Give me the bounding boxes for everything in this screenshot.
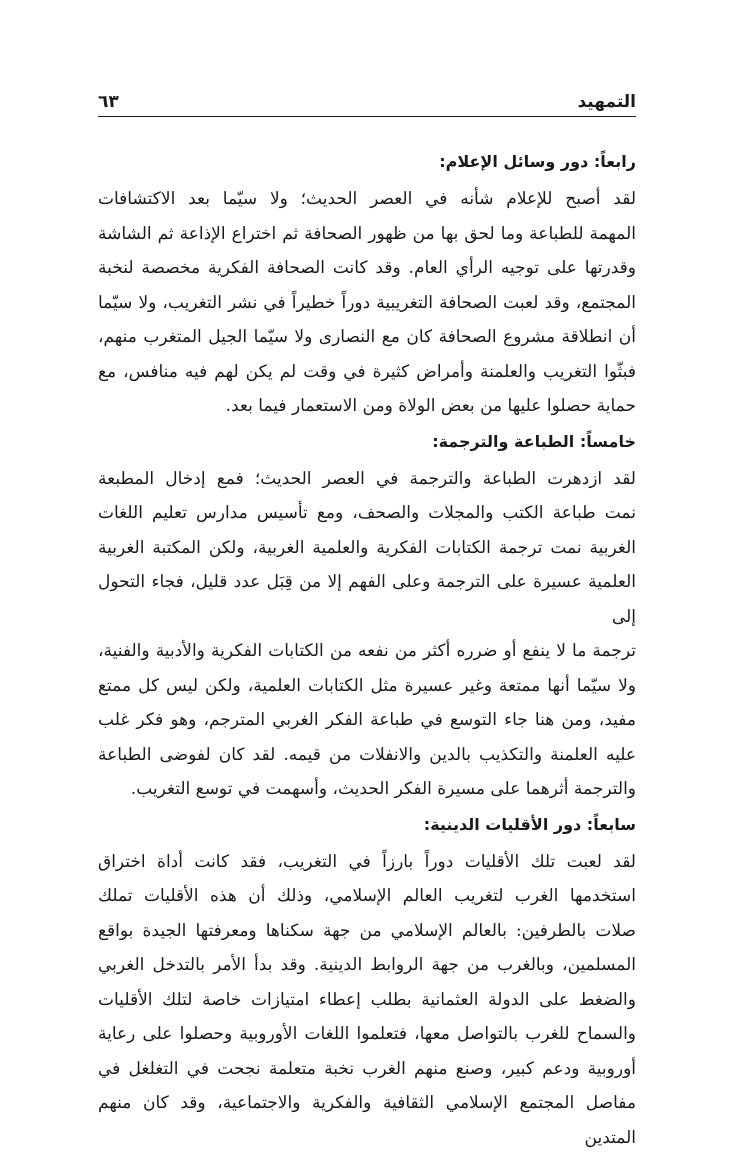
text-line: والترجمة أثرهما على مسيرة الفكر الحديث، وأسهمت في توسع التغريب. [130, 779, 636, 799]
paragraph-printing [98, 462, 636, 807]
page-body [98, 150, 636, 1161]
section-title-printing: خامساً: الطباعة والترجمة: [432, 431, 636, 451]
text-line: العلمية عسيرة على الترجمة وعلى الفهم إلا من قِبَل عدد قليل، فجاء التحول إلى [98, 572, 636, 627]
text-line: ترجمة ما لا ينفع أو ضرره أكثر من نفعه من الكتابات الفكرية والأدبية والفنية، [98, 641, 636, 661]
text-line: فبثّوا التغريب والعلمنة وأمراض كثيرة في وقت لم يكن لهم فيه منافس، مع [98, 361, 636, 382]
chapter-title: التمهيد [577, 92, 636, 112]
text-line: عليه العلمنة والتكذيب بالدين والانفلات من قيمه. لقد كان لفوضى الطباعة [98, 744, 636, 765]
text-line: المسلمين، وبالغرب من جهة الروابط الدينية. وقد بدأ الأمر بالتدخل الغربي [98, 955, 636, 975]
text-line: وقدرتها على توجيه الرأي العام. وقد كانت الصحافة الفكرية مخصصة لنخبة [98, 258, 636, 278]
page-header [98, 92, 636, 117]
text-line: لقد أصبح للإعلام شأنه في العصر الحديث؛ ولا سيّما بعد الاكتشافات [98, 189, 636, 209]
text-line: الغربية نمت ترجمة الكتابات الفكرية والعلمية الغربية، ولكن المكتبة الغربية [98, 537, 636, 558]
text-line: ولا سيّما أنها ممتعة وغير عسيرة مثل الكتابات العلمية، ولكن ليس كل ممتع [98, 675, 636, 696]
section-title-minorities: سابعاً: دور الأقليات الدينية: [423, 814, 636, 834]
text-line: المهمة للطباعة وما لحق بها من ظهور الصحافة ثم اختراع الإذاعة ثم الشاشة [98, 223, 636, 244]
text-line: لقد ازدهرت الطباعة والترجمة في العصر الحديث؛ فمع إدخال المطبعة [98, 468, 636, 489]
text-line: والضغط على الدولة العثمانية بطلب إعطاء امتيازات خاصة لتلك الأقليات [98, 989, 636, 1010]
text-line: أن انطلاقة مشروع الصحافة كان مع النصارى ولا سيّما الجيل المتغرب منهم، [98, 327, 636, 347]
page-number: ٦٣ [98, 92, 119, 112]
paragraph-minorities [98, 845, 636, 1156]
text-line: استخدمها الغرب لتغريب العالم الإسلامي، وذلك أن هذه الأقليات تملك [98, 886, 636, 906]
text-line: لقد لعبت تلك الأقليات دوراً بارزاً في التغريب، فقد كانت أداة اختراق [98, 851, 636, 872]
section-title-media: رابعاً: دور وسائل الإعلام: [439, 152, 636, 171]
paragraph-media [98, 182, 636, 424]
text-line: المجتمع، وقد لعبت الصحافة التغريبية دوراً خطيراً في نشر التغريب، ولا سيّما [98, 292, 636, 313]
text-line: نمت طباعة الكتب والمجلات والصحف، ومع تأسيس مدارس تعليم اللغات [98, 503, 636, 523]
text-line: صلات بالطرفين: بالعالم الإسلامي من جهة سكناها ومعرفتها الجيدة بواقع [98, 920, 636, 941]
text-line: مفيد، ومن هنا جاء التوسع في طباعة الفكر الغربي المترجم، وهو فكر غلب [98, 710, 636, 730]
text-line: مفاصل المجتمع الإسلامي الثقافية والفكرية والاجتماعية، وقد كان منهم المتدين [98, 1093, 636, 1148]
text-line: أوروبية ودعم كبير، وصنع منهم الغرب نخبة متعلمة نجحت في التغلغل في [98, 1058, 636, 1079]
text-line: والسماح للغرب بالتواصل معها، فتعلموا اللغات الأوروبية وحصلوا على رعاية [98, 1024, 636, 1044]
text-line: حماية حصلوا عليها من بعض الولاة ومن الاستعمار فيما بعد. [225, 396, 636, 416]
